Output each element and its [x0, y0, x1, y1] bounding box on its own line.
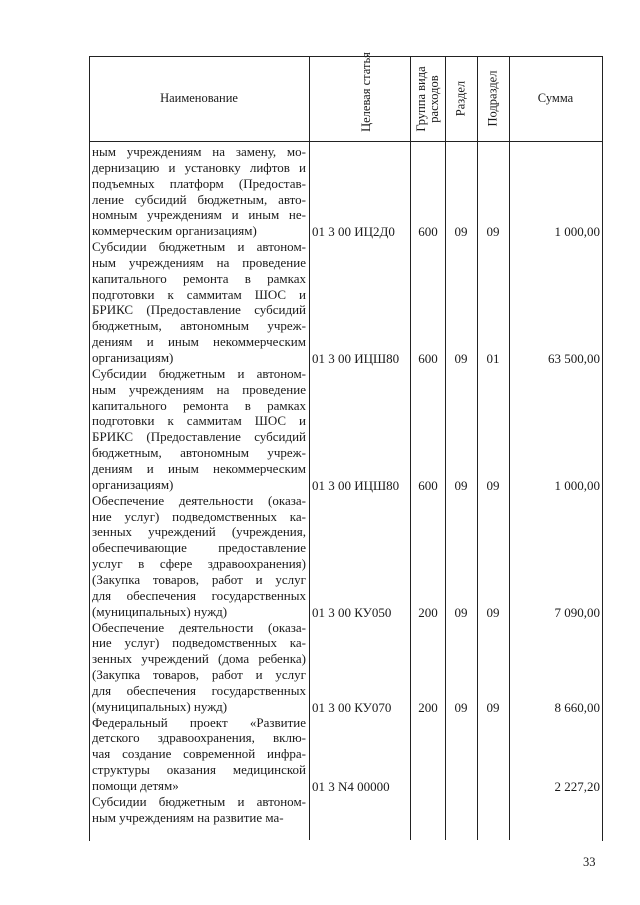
row-name-line: услуг в сфере здравоохранения) — [92, 556, 306, 572]
header-name: Наименование — [160, 91, 238, 105]
row-name-line: зенных учреждений (учреждения, — [92, 524, 306, 540]
row-name-line: Обеспечение деятельности (оказа- — [92, 492, 306, 508]
row-expense-group: 600 — [418, 224, 438, 240]
row-name-line: для обеспечения государственных — [92, 587, 306, 603]
header-subsection: Подраздел — [485, 70, 500, 127]
row-name — [92, 715, 306, 794]
row-name — [92, 794, 306, 826]
row-amount: 2 227,20 — [554, 779, 600, 794]
row-name-line: помощи детям» — [92, 777, 179, 793]
row-name-line: зенных учреждений (дома ребенка) — [92, 651, 306, 667]
col-divider — [509, 56, 510, 840]
row-name-line: (муниципальных) нужд) — [92, 698, 228, 714]
row-name-line: Субсидии бюджетным и автоном- — [92, 239, 306, 255]
row-name-line: организациям) — [92, 350, 174, 365]
row-name-line: номным учреждениям и иным не- — [92, 207, 306, 223]
row-amount: 1 000,00 — [554, 477, 600, 493]
col-divider — [445, 56, 446, 840]
row-name-line: подъемных платформ (Предостав- — [92, 175, 306, 191]
row-name — [92, 239, 306, 366]
row-amount: 63 500,00 — [548, 351, 600, 367]
document-page: Наименование Целевая статья Группа вида расходов Раздел Подраздел Сумма ным учреждениям на замену, мо- дернизацию и установку лифтов и подъемных платформ (Предостав- ление субсидий бюджетным, авто- номным учреждениям и иным не- коммерческим организациям) 01 3 00 ИЦ2Д0 600 09 09 1 000,00 Субсидии бюджетным и автоном- ным учреждениям на проведение капитального ремонта в рамках подготовки к саммитам ШОС и БРИКС (Предоставление субсидий бюджетным, автономным учреж- дениям и иным некоммерческим организациям) 01 3 00 ИЦШ80 600 09 01 63 500,00 Субсидии бюджетным и автоном- ным учреждениям на проведение капитального ремонта в рамках подготовки к саммитам ШОС и БРИКС (Предоставление субсидий бюджетным, автономным учреж- дениям и иным некоммерческим организациям) 01 3 00 ИЦШ80 600 09 09 1 000,00 Обеспечение деятельности (оказа- ние услуг) подведомственных ка- зенных учреждений (учреждения, обеспечивающие предоставление услуг в сфере здравоохранения) (Закупка товаров, работ и услуг для обеспечения государственных (муниципальных) нужд) 01 3 00 КУ050 200 09 09 7 090,00 Обеспечение деятельности (оказа- ние услуг) подведомственных ка- зенных учреждений (дома ребенка) (Закупка товаров, работ и услуг для обеспечения государственных (муниципальных) нужд) 01 3 00 КУ070 200 09 09 8 660,00 Федеральный проект «Развитие детского здравоохранения, вклю- чая создание современной инфра- структуры оказания медицинской помощи детям» 01 3 N4 00000 2 227,20 Субсидии бюджетным и автоном- ным учреждениям на развитие ма- 33 — [0, 0, 640, 905]
row-target-article: 01 3 00 ИЦШ80 — [312, 477, 400, 493]
row-target-article: 01 3 N4 00000 — [312, 779, 390, 794]
row-subsection: 01 — [486, 351, 500, 367]
row-expense-group: 200 — [418, 699, 438, 715]
row-name-line: обеспечивающие предоставление — [92, 540, 306, 556]
row-expense-group: 600 — [418, 351, 438, 367]
row-name-line: для обеспечения государственных — [92, 682, 306, 698]
row-name-line: Обеспечение деятельности (оказа- — [92, 619, 306, 635]
row-section: 09 — [454, 351, 468, 367]
row-name-line: ным учреждениям на замену, мо- — [92, 144, 306, 159]
row-expense-group: 200 — [418, 604, 438, 620]
row-name-line: дениям и иным некоммерческим — [92, 460, 306, 476]
row-target-article: 01 3 00 КУ050 — [312, 604, 392, 620]
row-name-line: ние услуг) подведомственных ка- — [92, 508, 306, 524]
row-name-line: Субсидии бюджетным и автоном- — [92, 365, 306, 381]
row-name-line: ление субсидий бюджетным, авто- — [92, 191, 306, 207]
row-name-line: (Закупка товаров, работ и услуг — [92, 667, 306, 683]
row-expense-group: 600 — [418, 477, 438, 493]
row-name-line: дернизацию и установку лифтов и — [92, 159, 306, 175]
col-divider — [309, 56, 310, 840]
row-name-line: Субсидии бюджетным и автоном- — [92, 793, 306, 809]
row-name-line: ным учреждениям на развитие ма- — [92, 809, 284, 825]
row-name-line: дениям и иным некоммерческим — [92, 334, 306, 350]
col-divider — [477, 56, 478, 840]
row-name-line: организациям) — [92, 476, 174, 492]
row-name — [92, 620, 306, 715]
row-name-line: БРИКС (Предоставление субсидий — [92, 429, 306, 445]
header-divider — [89, 141, 602, 142]
row-name-line: бюджетным, автономным учреж- — [92, 318, 306, 334]
row-section: 09 — [454, 604, 468, 620]
row-target-article: 01 3 00 КУ070 — [312, 699, 392, 715]
row-subsection: 09 — [486, 224, 500, 240]
row-amount: 1 000,00 — [554, 224, 600, 240]
row-name-line: ным учреждениям на проведение — [92, 381, 306, 397]
row-name-line: капитального ремонта в рамках — [92, 397, 306, 413]
row-name-line: ным учреждениям на проведение — [92, 254, 306, 270]
row-name-line: детского здравоохранения, вклю- — [92, 730, 306, 746]
row-target-article: 01 3 00 ИЦ2Д0 — [312, 224, 395, 240]
row-subsection: 09 — [486, 604, 500, 620]
row-name-line: (Закупка товаров, работ и услуг — [92, 571, 306, 587]
row-name — [92, 366, 306, 493]
header-expense-group: Группа вида расходов — [414, 66, 441, 132]
row-name-line: подготовки к саммитам ШОС и — [92, 413, 306, 429]
row-name-line: структуры оказания медицинской — [92, 762, 306, 778]
row-target-article: 01 3 00 ИЦШ80 — [312, 351, 400, 367]
page-number: 33 — [583, 855, 596, 869]
row-name-line: коммерческим организациям) — [92, 223, 257, 239]
row-section: 09 — [454, 477, 468, 493]
col-divider — [410, 56, 411, 840]
row-subsection: 09 — [486, 477, 500, 493]
row-name-line: капитального ремонта в рамках — [92, 270, 306, 286]
row-name-line: чая создание современной инфра- — [92, 746, 306, 762]
row-name-line: Федеральный проект «Развитие — [92, 714, 306, 730]
row-name-line: подготовки к саммитам ШОС и — [92, 286, 306, 302]
row-amount: 7 090,00 — [554, 604, 600, 620]
row-section: 09 — [454, 224, 468, 240]
row-name-line: БРИКС (Предоставление субсидий — [92, 302, 306, 318]
row-subsection: 09 — [486, 699, 500, 715]
row-name-line: (муниципальных) нужд) — [92, 603, 228, 619]
row-amount: 8 660,00 — [554, 699, 600, 715]
row-name — [92, 493, 306, 620]
header-amount: Сумма — [537, 91, 574, 105]
row-name-line: бюджетным, автономным учреж- — [92, 445, 306, 461]
row-name — [92, 144, 306, 239]
row-section: 09 — [454, 699, 468, 715]
row-name-line: ние услуг) подведомственных ка- — [92, 635, 306, 651]
header-section: Раздел — [453, 80, 468, 117]
